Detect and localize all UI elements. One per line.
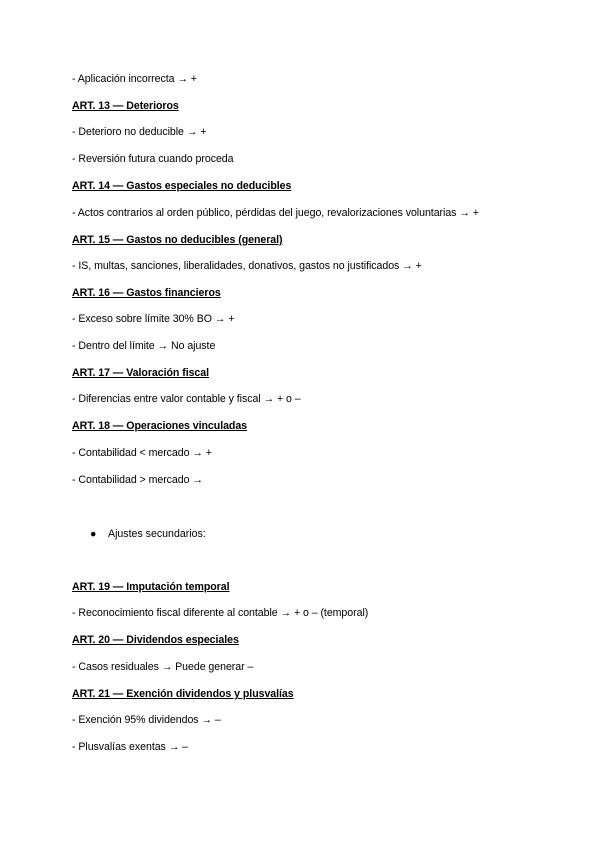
bullet-label: Ajustes secundarios: bbox=[108, 528, 206, 540]
heading-art-17: ART. 17 — Valoración fiscal bbox=[72, 367, 210, 379]
text-line: - Reversión futura cuando proceda bbox=[72, 153, 234, 165]
text-line: - Diferencias entre valor contable y fiscal → + o – bbox=[72, 393, 301, 405]
heading-art-15: ART. 15 — Gastos no deducibles (general) bbox=[72, 234, 283, 246]
text-line: - Dentro del límite → No ajuste bbox=[72, 340, 216, 352]
bullet-item bbox=[90, 527, 206, 541]
text-line: - Contabilidad > mercado → bbox=[72, 474, 203, 486]
heading-art-16: ART. 16 — Gastos financieros bbox=[72, 287, 221, 299]
heading-art-13: ART. 13 — Deterioros bbox=[72, 100, 179, 112]
heading-art-19: ART. 19 — Imputación temporal bbox=[72, 581, 230, 593]
text-line: - Deterioro no deducible → + bbox=[72, 126, 207, 138]
bullet-icon: ● bbox=[90, 528, 97, 540]
heading-art-14: ART. 14 — Gastos especiales no deducibles bbox=[72, 180, 292, 192]
text-line: - Plusvalías exentas → – bbox=[72, 741, 188, 753]
text-line: - Casos residuales → Puede generar – bbox=[72, 661, 254, 673]
heading-art-21: ART. 21 — Exención dividendos y plusvalías bbox=[72, 688, 294, 700]
heading-art-20: ART. 20 — Dividendos especiales bbox=[72, 634, 239, 646]
text-line: - Aplicación incorrecta → + bbox=[72, 73, 197, 85]
text-line: - Exención 95% dividendos → – bbox=[72, 714, 221, 726]
heading-art-18: ART. 18 — Operaciones vinculadas bbox=[72, 420, 248, 432]
text-line: - Reconocimiento fiscal diferente al contable → + o – (temporal) bbox=[72, 607, 369, 619]
text-line: - Actos contrarios al orden público, pérdidas del juego, revalorizaciones voluntarias → + bbox=[72, 207, 479, 219]
text-line: - IS, multas, sanciones, liberalidades, donativos, gastos no justificados → + bbox=[72, 260, 422, 272]
text-line: - Contabilidad < mercado → + bbox=[72, 447, 212, 459]
text-line: - Exceso sobre límite 30% BO → + bbox=[72, 313, 235, 325]
